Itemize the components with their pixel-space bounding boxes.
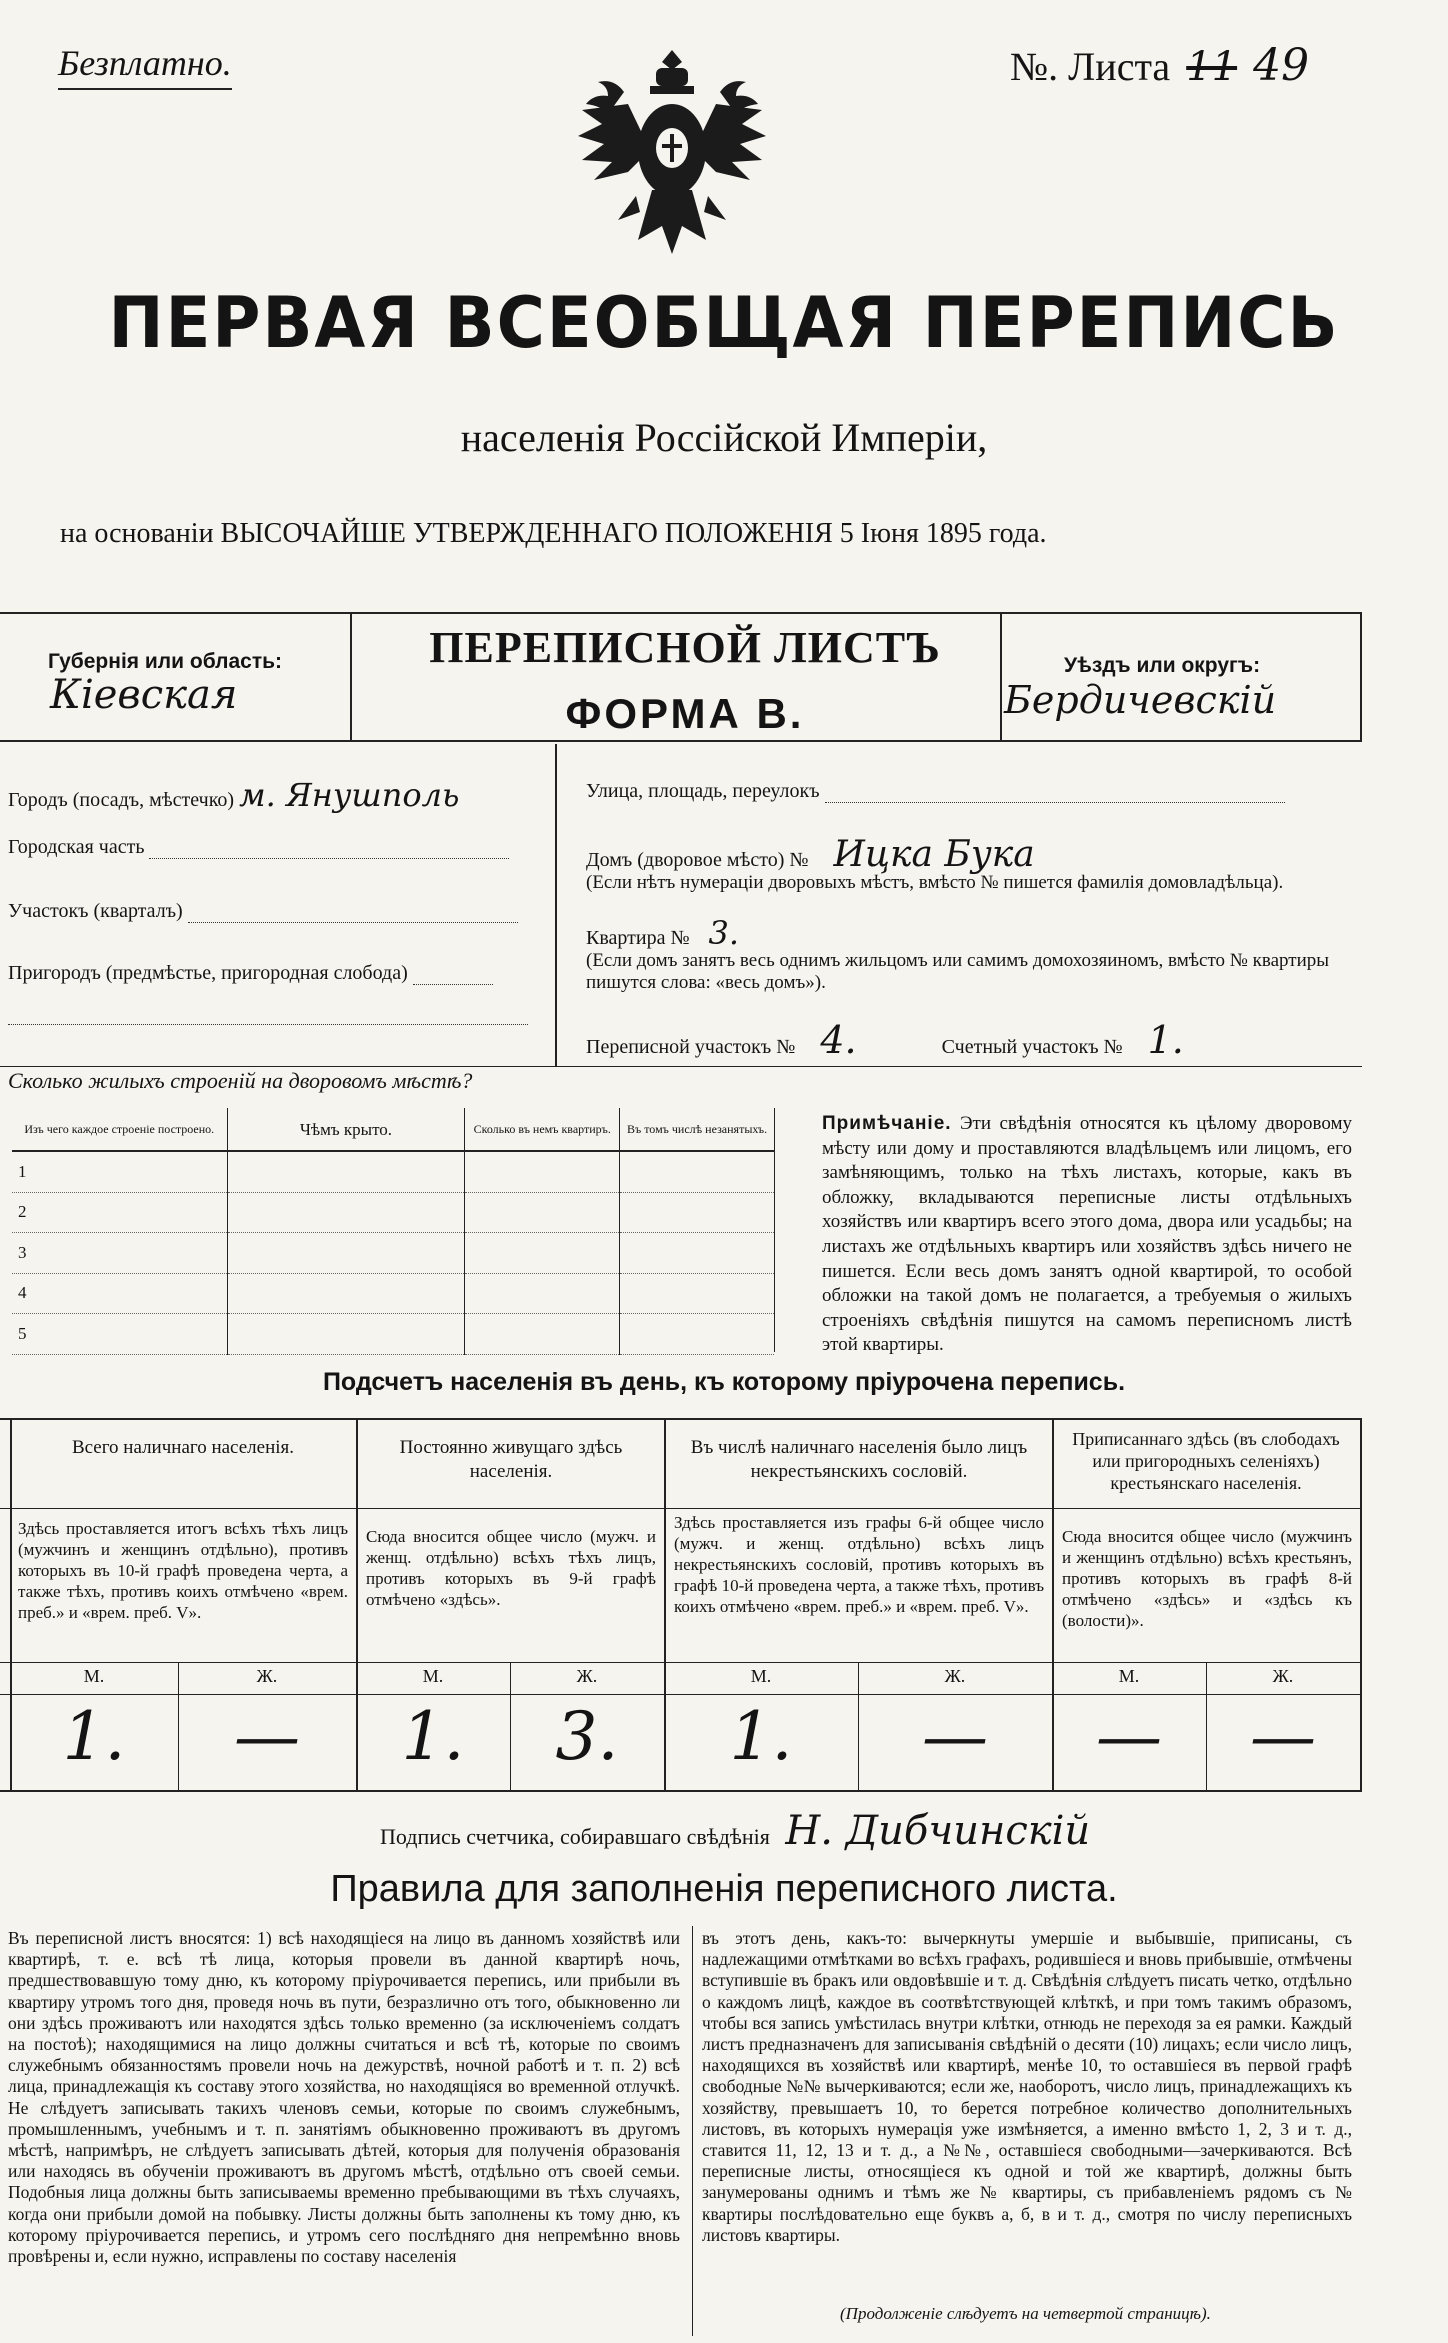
dotted-line (149, 840, 509, 859)
sheet-number-label: №. Листа (1010, 44, 1171, 89)
col-header-roof: Чѣмъ крыто. (227, 1108, 465, 1151)
sheet-number-value-corrected: 49 (1253, 40, 1310, 91)
uchastok-field (8, 900, 518, 923)
total-female-value[interactable]: — (234, 1698, 300, 1775)
count-col-head-permanent: Постоянно живущаго здѣсь населенія. (399, 1437, 623, 1482)
double-headed-eagle-emblem (572, 40, 772, 260)
divider (1360, 1418, 1362, 1790)
uezd-label: Уѣздъ или округъ: (1064, 654, 1261, 677)
dotted-line (413, 966, 493, 985)
table-cell[interactable] (620, 1314, 774, 1355)
female-label: Ж. (256, 1666, 278, 1686)
structures-table (12, 1108, 774, 1355)
divider (555, 744, 557, 1066)
female-label: Ж. (944, 1666, 966, 1686)
house-field (586, 834, 1035, 875)
divider (0, 1694, 1362, 1695)
house-label: Домъ (дворовое мѣсто) № (586, 849, 809, 871)
apartment-field (586, 914, 739, 952)
city-value: м. Янушполь (239, 776, 460, 814)
divider (0, 1418, 1362, 1420)
col-header-vacant: Въ томъ числѣ незанятыхъ. (620, 1108, 774, 1151)
page-subtitle: населенія Россійской Имперіи, (460, 415, 988, 460)
structures-note (822, 1112, 1352, 1358)
city-part-field (8, 836, 509, 859)
non-peasant-female-value[interactable]: — (922, 1698, 988, 1775)
count-col-body-non-peasant: Здѣсь проставляется изъ графы 6-й общее число (мужч. и женщ. отдѣльно) всѣхъ лицъ некрестьянскихъ сословій, противъ которыхъ въ графѣ 10-й проведена черта, а также тѣхъ, противъ коихъ отмѣчено «врем. преб.» и «врем. преб. V». (674, 1513, 1044, 1616)
table-cell[interactable] (227, 1192, 465, 1233)
divider (1360, 612, 1362, 740)
uezd-value: Бердичевскій (1004, 678, 1277, 722)
male-label: М. (422, 1666, 444, 1686)
census-district-value: 4. (820, 1018, 857, 1062)
table-row (12, 1233, 774, 1274)
table-cell[interactable] (620, 1192, 774, 1233)
table-cell[interactable] (465, 1273, 620, 1314)
table-row (12, 1151, 774, 1192)
row-number: 4 (12, 1273, 227, 1314)
row-number: 3 (12, 1233, 227, 1274)
table-row (12, 1192, 774, 1233)
dotted-line (8, 1024, 528, 1025)
non-peasant-male-value[interactable]: 1. (729, 1698, 793, 1775)
female-label: Ж. (576, 1666, 598, 1686)
divider (774, 1108, 775, 1352)
legal-basis: на основаніи ВЫСОЧАЙШЕ УТВЕРЖДЕННАГО ПОЛОЖЕНІЯ 5 Іюня 1895 года. (60, 518, 1047, 549)
form-name: ФОРМА В. (565, 690, 805, 737)
rules-right-column: въ этотъ день, какъ-то: вычеркнуты умершіе и выбывшіе, приписаны, съ надлежащими отмѣтками во всѣхъ графахъ, родившіеся и вновь прибывшіе, отмѣчены вступившіе въ бракъ или овдовѣвшіе и т. д. Свѣдѣнія слѣдуетъ писать четко, отдѣльно о каждомъ лицѣ, каждое въ соотвѣтствующей клѣткѣ, и при томъ такимъ образомъ, чтобы вся запись умѣстилась внутри клѣтки, отнюдь не переходя за ея рамки. Каждый листъ предназначенъ для записыванія свѣдѣній о десяти (10) лицахъ; если число лицъ, находящихся въ хозяйствѣ или квартирѣ, менѣе 10, то оставшіеся въ первой графѣ свободные №№ вычеркиваются; если же, наоборотъ, число лицъ, принадлежащихъ къ хозяйству, превышаетъ 10, то берется потребное количество дополнительныхъ листовъ, въ которыхъ нумерація уже измѣняется, а именно вмѣсто 1, 2, 3 и т. д., ставится 11, 12, 13 и т. д., а №№, оставшіеся свободными—зачеркиваются. Всѣ переписные листы, относящіеся къ одной и той же квартирѣ, должны быть занумерованы однимъ и тѣмъ же № квартиры, съ прибавленіемъ рядомъ съ № квартиры послѣдовательно еще буквъ а, б, в и т. д., смотря по числу переписныхъ листовъ квартиры. (702, 1928, 1352, 2245)
gubernia-label: Губернія или область: (48, 650, 283, 673)
count-col-head-total: Всего наличнаго населенія. (71, 1437, 295, 1458)
count-col-head-peasant: Приписаннаго здѣсь (въ слободахъ или пригородныхъ селеніяхъ) крестьянскаго населенія. (1072, 1429, 1340, 1493)
peasant-female-value[interactable]: — (1250, 1698, 1316, 1775)
suburb-label: Пригородъ (предмѣстье, пригородная слобода) (8, 962, 408, 984)
col-header-material: Изъ чего каждое строеніе построено. (12, 1108, 227, 1151)
table-cell[interactable] (465, 1151, 620, 1192)
divider (692, 1926, 693, 2336)
enumerator-signature (380, 1808, 1090, 1854)
count-col-body-peasant: Сюда вносится общее число (мужчинъ и женщинъ отдѣльно) всѣхъ крестьянъ, противъ которыхъ въ графѣ 8-й отмѣчено «здѣсь» и «здѣсь къ (волости)». (1062, 1527, 1352, 1630)
count-district-label: Счетный участокъ № (941, 1036, 1123, 1058)
city-label: Городъ (посадъ, мѣстечко) (8, 789, 235, 811)
house-value: Ицка Бука (833, 834, 1035, 875)
divider (0, 740, 1362, 742)
city-field (8, 776, 459, 814)
table-cell[interactable] (227, 1314, 465, 1355)
signature-value: Н. Дибчинскій (785, 1808, 1091, 1854)
form-title: ПЕРЕПИСНОЙ ЛИСТЪ (429, 623, 941, 672)
apartment-note: (Если домъ занятъ весь однимъ жильцомъ или самимъ домохозяиномъ, вмѣсто № квартиры пишутся слова: «весь домъ»). (586, 950, 1330, 993)
continued-note: (Продолженіе слѣдуетъ на четвертой страницѣ). (840, 2304, 1211, 2323)
dotted-line (188, 904, 518, 923)
table-cell[interactable] (620, 1151, 774, 1192)
table-cell[interactable] (227, 1151, 465, 1192)
permanent-male-value[interactable]: 1. (401, 1698, 465, 1775)
table-cell[interactable] (227, 1273, 465, 1314)
male-label: М. (1118, 1666, 1140, 1686)
rules-title: Правила для заполненія переписного листа. (330, 1868, 1118, 1910)
sheet-number-value: 11 (1186, 44, 1238, 90)
table-cell[interactable] (465, 1314, 620, 1355)
table-cell[interactable] (227, 1233, 465, 1274)
uchastok-label: Участокъ (кварталъ) (8, 900, 183, 922)
col-header-apartments: Сколько въ немъ квартиръ. (465, 1108, 620, 1151)
divider (0, 1790, 1362, 1792)
count-col-body-total: Здѣсь проставляется итогъ всѣхъ тѣхъ лицъ (мужчинъ и женщинъ отдѣльно), противъ которыхъ въ 10-й графѣ проведена черта, а также тѣхъ, противъ коихъ отмѣчено «врем. преб.» и «врем. преб. V». (18, 1519, 348, 1622)
count-col-head-non-peasant: Въ числѣ наличнаго населенія было лицъ некрестьянскихъ сословій. (690, 1437, 1028, 1482)
census-district-field (586, 1018, 1184, 1062)
apartment-label: Квартира № (586, 927, 690, 949)
page-title: ПЕРВАЯ ВСЕОБЩАЯ ПЕРЕПИСЬ (108, 282, 1340, 364)
population-count-title: Подсчетъ населенія въ день, къ которому пріурочена перепись. (322, 1368, 1126, 1396)
suburb-field (8, 962, 493, 985)
apartment-value: 3. (708, 914, 740, 952)
city-part-label: Городская часть (8, 836, 145, 858)
divider (0, 1066, 1362, 1067)
row-number: 5 (12, 1314, 227, 1355)
street-label: Улица, площадь, переулокъ (586, 780, 820, 802)
table-cell[interactable] (465, 1233, 620, 1274)
row-number: 1 (12, 1151, 227, 1192)
dotted-line (825, 784, 1285, 803)
count-district-value: 1. (1147, 1018, 1184, 1062)
free-of-charge-label: Безплатно. (58, 43, 232, 83)
male-label: М. (83, 1666, 105, 1686)
table-cell[interactable] (620, 1273, 774, 1314)
peasant-male-value[interactable]: — (1096, 1698, 1162, 1775)
sheet-number (1010, 40, 1309, 91)
street-field (586, 780, 1285, 803)
note-text: Эти свѣдѣнія относятся къ цѣлому дворовому мѣсту или дому и проставляются владѣльцемъ или лицомъ, его замѣняющимъ, только на тѣхъ листахъ, которые, какъ въ обложку, вкладываются переписные листы отдѣльныхъ хозяйствъ или квартиръ всего этого дома, двора или усадьбы; на листахъ же отдѣльныхъ квартиръ или хозяйствъ здѣсь ничего не пишется. Если весь домъ занятъ одной квартирой, то особой обложки на такой домъ не полагается, а требуемыя о жилыхъ строеніяхъ свѣдѣнія пишутся на самомъ переписномъ листѣ этой квартиры. (822, 1113, 1352, 1356)
note-title: Примѣчаніе. (822, 1113, 952, 1134)
structures-question: Сколько жилыхъ строеній на дворовомъ мѣстѣ? (8, 1068, 473, 1093)
count-col-body-permanent: Сюда вносится общее число (мужч. и женщ. отдѣльно) всѣхъ тѣхъ лицъ, противъ которыхъ въ 9-й графѣ отмѣчено «здѣсь». (366, 1527, 656, 1609)
signature-label: Подпись счетчика, собиравшаго свѣдѣнія (380, 1824, 770, 1849)
divider (0, 1662, 1362, 1663)
table-cell[interactable] (465, 1192, 620, 1233)
table-cell[interactable] (620, 1233, 774, 1274)
table-row (12, 1314, 774, 1355)
census-district-label: Переписной участокъ № (586, 1036, 796, 1058)
row-number: 2 (12, 1192, 227, 1233)
table-header-row (12, 1108, 774, 1151)
permanent-female-value[interactable]: 3. (555, 1698, 619, 1775)
gubernia-value: Кіевская (50, 672, 238, 718)
male-label: М. (750, 1666, 772, 1686)
house-note: (Если нѣтъ нумераціи дворовыхъ мѣстъ, вмѣсто № пишется фамилія домовладѣльца). (586, 872, 1284, 893)
divider (350, 612, 352, 740)
total-male-value[interactable]: 1. (62, 1698, 126, 1775)
table-row (12, 1273, 774, 1314)
divider (0, 612, 1362, 614)
rules-left-column: Въ переписной листъ вносятся: 1) всѣ находящіеся на лицо въ данномъ хозяйствѣ или квартирѣ, т. е. всѣ тѣ лица, которыя провели въ данной квартирѣ ночь, предшествовавшую тому дню, къ которому пріурочивается перепись, или прибыли въ квартиру утромъ того дня, проведя ночь въ пути, безразлично отъ того, обыкновенно ли они здѣсь проживаютъ или находятся здѣсь только временно (за исключеніемъ солдатъ на постоѣ); находящимися на лицо должны считаться и всѣ тѣ, которые по своимъ служебнымъ обязанностямъ провели ночь на дежурствѣ, ночной работѣ и т. п. 2) всѣ лица, принадлежащія къ составу этого хозяйства, но находящіяся во временной отлучкѣ. Не слѣдуетъ записывать такихъ членовъ семьи, которые по своимъ служебнымъ, промышленнымъ, учебнымъ и т. п. занятіямъ обыкновенно проживаютъ въ другомъ мѣстѣ, напримѣръ, не слѣдуетъ записывать дѣтей, которыя для полученія образованія или находясь въ обученіи проживаютъ въ другомъ мѣстѣ, отдѣльно отъ своей семьи. Подобныя лица должны быть записываемы временно пребывающими въ тѣхъ случаяхъ, когда они прибыли домой на побывку. Листы должны быть заполнены къ тому дню, къ которому пріурочивается перепись, и утромъ сего послѣдняго дня непремѣнно вновь провѣрены и, если нужно, исправлены по составу населенія (8, 1928, 680, 2267)
female-label: Ж. (1272, 1666, 1294, 1686)
divider (0, 1508, 1362, 1509)
